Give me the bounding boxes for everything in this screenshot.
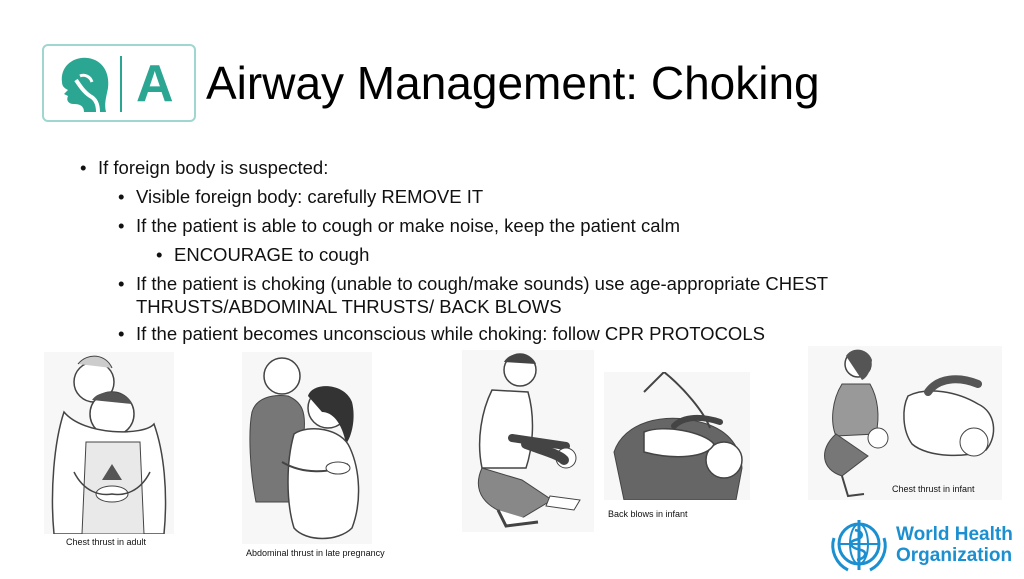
- bullet-item: • If the patient becomes unconscious while choking: follow CPR PROTOCOLS: [118, 323, 765, 344]
- section-letter: A: [136, 55, 174, 113]
- chest-thrust-infant-illustration: [808, 346, 1002, 500]
- figure-caption: Chest thrust in adult: [66, 537, 147, 547]
- figure-caption: Abdominal thrust in late pregnancy: [246, 548, 385, 558]
- bullet-item: • Visible foreign body: carefully REMOVE IT: [118, 186, 484, 207]
- airway-head-icon: [54, 52, 114, 116]
- who-wordmark: World Health Organization: [896, 524, 1013, 566]
- back-blows-infant-closeup-illustration: [604, 372, 750, 500]
- figure-caption: Back blows in infant: [608, 509, 688, 519]
- who-logo: [828, 516, 1018, 574]
- who-emblem-icon: [828, 516, 890, 574]
- bullet-item: • ENCOURAGE to cough: [156, 244, 370, 265]
- abdominal-thrust-pregnancy-illustration: [242, 352, 372, 544]
- section-logo: [42, 44, 196, 122]
- chest-thrust-adult-illustration: [44, 352, 174, 534]
- bullet-item: • If the patient is choking (unable to cough/make sounds) use age-appropriate CHEST: [118, 273, 829, 294]
- bullet-item: • If foreign body is suspected:: [80, 157, 329, 178]
- back-blows-infant-kneeling-illustration: [462, 350, 594, 532]
- page-title: Airway Management: Choking: [206, 57, 820, 109]
- bullet-item-continuation: THRUSTS/ABDOMINAL THRUSTS/ BACK BLOWS: [136, 296, 562, 317]
- logo-divider: [120, 56, 122, 112]
- bullet-item: • If the patient is able to cough or make noise, keep the patient calm: [118, 215, 681, 236]
- figure-caption: Chest thrust in infant: [892, 484, 975, 494]
